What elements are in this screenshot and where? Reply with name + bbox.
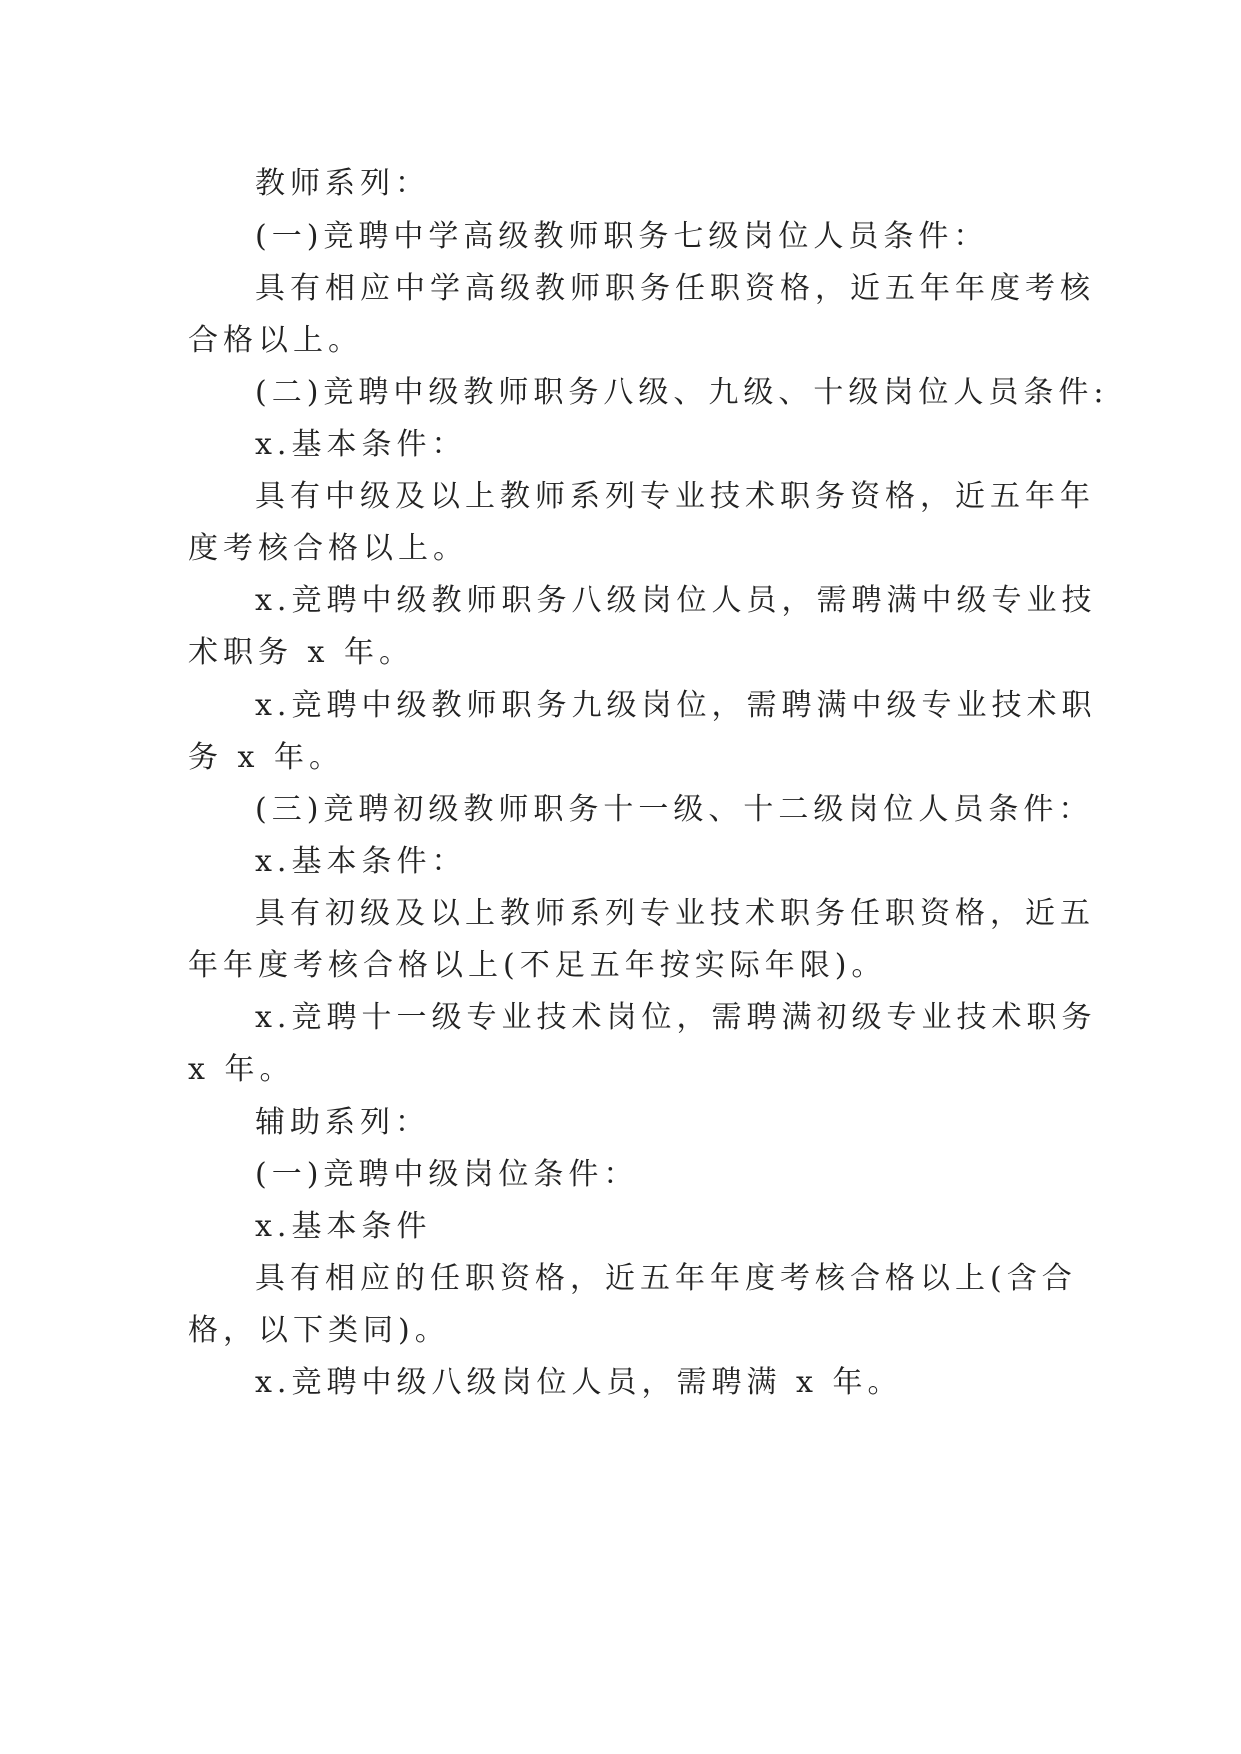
list-item-heading: x.基本条件：: [255, 844, 467, 879]
paragraph-line: 格，以下类同)。: [188, 1313, 450, 1348]
paragraph-line: 年年度考核合格以上(不足五年按实际年限)。: [188, 948, 887, 983]
list-item-heading: x.基本条件: [255, 1209, 432, 1244]
subsection-heading-aux-1: (一)竞聘中级岗位条件：: [255, 1157, 639, 1192]
list-item-line: x.竞聘中级教师职务八级岗位人员，需聘满中级专业技: [255, 583, 1097, 618]
paragraph-line: 具有中级及以上教师系列专业技术职务资格，近五年年: [255, 479, 1095, 514]
paragraph-line: 具有初级及以上教师系列专业技术职务任职资格，近五: [255, 896, 1095, 931]
section-heading-auxiliary-series: 辅助系列：: [255, 1105, 430, 1140]
section-heading-teacher-series: 教师系列：: [255, 166, 430, 201]
list-item-heading: x.基本条件：: [255, 427, 467, 462]
list-item-line: x.竞聘中级教师职务九级岗位，需聘满中级专业技术职: [255, 688, 1097, 723]
subsection-heading-3: (三)竞聘初级教师职务十一级、十二级岗位人员条件：: [255, 792, 1094, 827]
subsection-heading-1: (一)竞聘中学高级教师职务七级岗位人员条件：: [255, 219, 989, 254]
list-item-line: x.竞聘中级八级岗位人员，需聘满 x 年。: [255, 1365, 903, 1400]
paragraph-line: 务 x 年。: [188, 740, 344, 775]
list-item-line: x.竞聘十一级专业技术岗位，需聘满初级专业技术职务: [255, 1000, 1097, 1035]
paragraph-line: x 年。: [188, 1052, 295, 1087]
subsection-heading-2: (二)竞聘中级教师职务八级、九级、十级岗位人员条件:: [255, 375, 1109, 410]
paragraph-line: 度考核合格以上。: [188, 531, 468, 566]
paragraph-line: 术职务 x 年。: [188, 635, 414, 670]
paragraph-line: 合格以上。: [188, 323, 363, 358]
paragraph-line: 具有相应中学高级教师职务任职资格，近五年年度考核: [255, 271, 1095, 306]
paragraph-line: 具有相应的任职资格，近五年年度考核合格以上(含合: [255, 1261, 1077, 1296]
